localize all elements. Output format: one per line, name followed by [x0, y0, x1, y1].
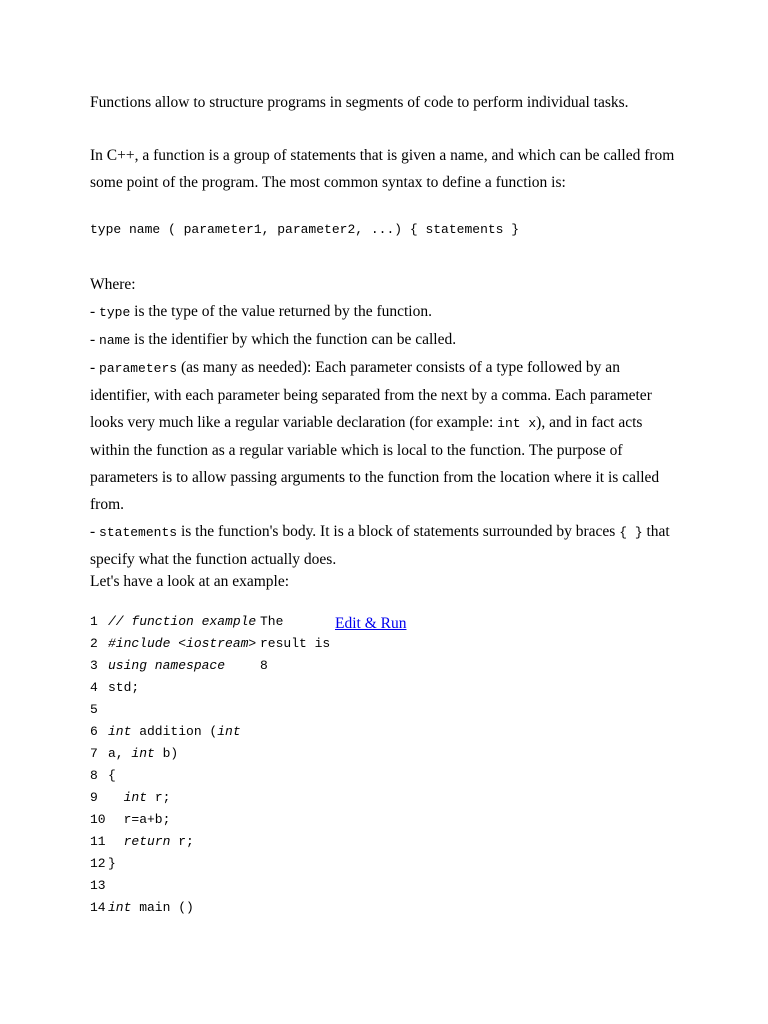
- code-line: [90, 809, 256, 831]
- line-number: 7: [90, 746, 98, 761]
- code-keyword: int: [131, 746, 155, 761]
- code-text: std;: [108, 680, 140, 695]
- definition-paragraph: In C++, a function is a group of statements that is given a name, and which can be called from some point of the program. The most common syntax to define a function is:: [90, 147, 675, 191]
- int-x-code: int x: [497, 416, 537, 431]
- code-keyword: int: [123, 790, 148, 805]
- code-keyword: using namespace: [108, 658, 226, 673]
- code-line: [90, 721, 256, 743]
- code-line: [90, 743, 256, 765]
- name-description: is the identifier by which the function can be called.: [130, 331, 457, 348]
- code-indent: [108, 787, 124, 809]
- name-code: name: [99, 333, 131, 348]
- code-indent: [108, 831, 124, 853]
- line-number: 13: [90, 878, 106, 893]
- syntax-line: type name ( parameter1, parameter2, ...) { statements }: [90, 222, 520, 237]
- statements-description-part1: is the function's body. It is a block of statements surrounded by braces: [177, 523, 620, 540]
- parameters-description-part2: ), and in fact acts within the function as a regular variable which is local to the function. The purpose of parameters is to allow passing arguments to the function from the location where it is called from.: [90, 414, 660, 513]
- output-line: 8: [260, 658, 268, 673]
- code-line: [90, 875, 256, 897]
- code-text: r;: [170, 834, 194, 849]
- output-line: result is: [260, 636, 331, 651]
- line-number: 5: [90, 702, 98, 717]
- code-text: main (): [131, 900, 194, 915]
- line-number: 1: [90, 614, 98, 629]
- braces-code: { }: [619, 525, 643, 540]
- line-number: 9: [90, 790, 98, 805]
- code-example: [90, 611, 256, 919]
- code-line: [90, 897, 256, 919]
- code-text: }: [108, 856, 116, 871]
- code-line: [90, 699, 256, 721]
- code-line: [90, 633, 256, 655]
- edit-run-link[interactable]: Edit & Run: [335, 615, 407, 632]
- intro-paragraph: Functions allow to structure programs in segments of code to perform individual tasks.: [90, 94, 629, 111]
- code-line: [90, 765, 256, 787]
- code-comment: // function example: [108, 614, 257, 629]
- line-number: 3: [90, 658, 98, 673]
- code-text: r;: [147, 790, 171, 805]
- code-text: b): [154, 746, 179, 761]
- code-keyword: int: [108, 900, 132, 915]
- code-text: {: [108, 768, 116, 783]
- code-line: [90, 655, 256, 677]
- example-intro: Let's have a look at an example:: [90, 573, 290, 590]
- where-item-parameters: - parameters (as many as needed): Each parameter consists of a type followed by an identifier, with each parameter being separated from the next by a comma. Each parameter looks very much like a regular variable declaration (for example: int x), and in fact acts within the function as a regular variable which is local to the function. The purpose of parameters is to allow passing arguments to the function from the location where it is called from.: [90, 359, 660, 513]
- code-text: a,: [108, 746, 132, 761]
- line-number: 14: [90, 900, 106, 915]
- statements-description-part2: that specify what the function actually does.: [90, 523, 670, 568]
- output-line: The: [260, 614, 284, 629]
- type-code: type: [99, 305, 131, 320]
- code-keyword: int: [217, 724, 241, 739]
- where-item-statements: - statements is the function's body. It is a block of statements surrounded by braces { } that specify what the function actually does.: [90, 523, 670, 568]
- parameters-description-part1: (as many as needed): Each parameter consists of a type followed by an identifier, with each parameter being separated from the next by a comma. Each parameter looks very much like a regular variable declaration (for example:: [90, 359, 652, 431]
- statements-code: statements: [99, 525, 178, 540]
- code-line: [90, 611, 256, 633]
- parameters-code: parameters: [99, 361, 178, 376]
- where-section: [90, 271, 680, 573]
- line-number: 2: [90, 636, 98, 651]
- code-include: #include <iostream>: [108, 636, 257, 651]
- line-number: 6: [90, 724, 98, 739]
- where-item-name: - name is the identifier by which the function can be called.: [90, 331, 457, 348]
- type-description: is the type of the value returned by the function.: [130, 303, 432, 320]
- where-heading: Where:: [90, 276, 136, 293]
- line-number: 11: [90, 834, 106, 849]
- code-line: [90, 853, 256, 875]
- line-number: 10: [90, 812, 106, 827]
- code-keyword: int: [108, 724, 132, 739]
- line-number: 4: [90, 680, 98, 695]
- code-keyword: return: [123, 834, 171, 849]
- where-item-type: - type is the type of the value returned by the function.: [90, 303, 432, 320]
- code-line: [90, 831, 256, 853]
- program-output: [260, 611, 330, 677]
- code-text: addition (: [131, 724, 218, 739]
- code-line: [90, 677, 256, 699]
- code-line: [90, 787, 256, 809]
- line-number: 12: [90, 856, 106, 871]
- code-text: r=a+b;: [108, 812, 171, 827]
- line-number: 8: [90, 768, 98, 783]
